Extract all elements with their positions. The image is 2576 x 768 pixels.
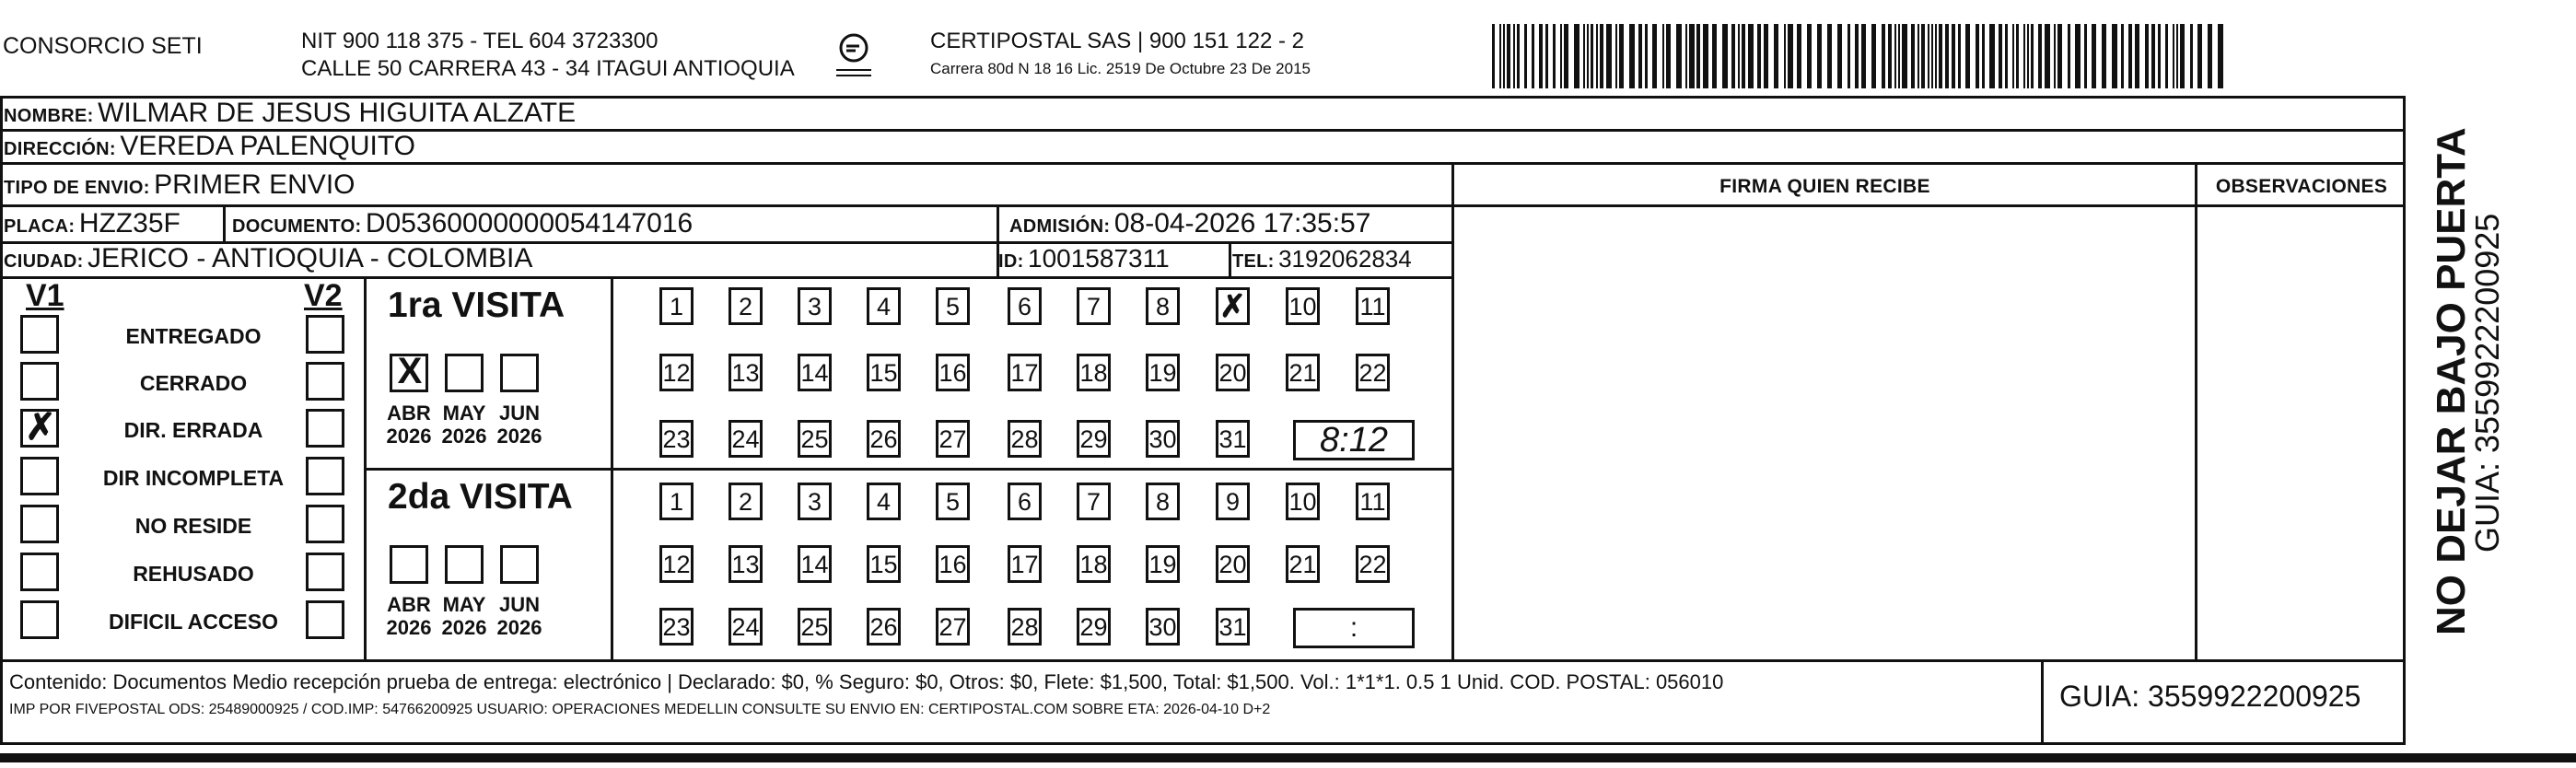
admision-value: 08-04-2026 17:35:57 bbox=[1113, 208, 1371, 239]
barcode-bar bbox=[1999, 24, 2002, 88]
barcode-bar bbox=[1902, 24, 1907, 88]
barcode-bar bbox=[1861, 24, 1866, 88]
month-name: JUN bbox=[498, 401, 540, 425]
ciudad-value: JERICO - ANTIOQUIA - COLOMBIA bbox=[87, 243, 533, 273]
visit2-day-box[interactable]: 5 bbox=[936, 483, 970, 520]
barcode-bar bbox=[1629, 24, 1635, 88]
barcode-bar bbox=[1619, 24, 1624, 88]
v1-checkbox[interactable] bbox=[20, 600, 59, 639]
visit2-day-box[interactable]: 10 bbox=[1286, 483, 1320, 520]
barcode-bar bbox=[1600, 24, 1603, 88]
barcode-bar bbox=[1774, 24, 1778, 88]
visit1-month-checkbox[interactable] bbox=[390, 351, 428, 392]
visit1-title: 1ra VISITA bbox=[388, 285, 565, 325]
visit1-day-box[interactable]: 2 bbox=[729, 287, 763, 325]
visit2-day-box[interactable]: 12 bbox=[659, 545, 694, 583]
barcode-bar bbox=[1539, 24, 1543, 88]
month-year: 2026 bbox=[441, 425, 487, 448]
direccion-value: VEREDA PALENQUITO bbox=[120, 131, 415, 161]
visit1-day-box[interactable]: 17 bbox=[1008, 354, 1042, 391]
status-label: ENTREGADO bbox=[125, 324, 262, 348]
visit2-day-box[interactable]: 15 bbox=[867, 545, 901, 583]
visit1-day-box[interactable]: 25 bbox=[798, 420, 832, 458]
barcode-bar bbox=[1757, 24, 1761, 88]
visit1-month-label bbox=[494, 401, 545, 448]
barcode-bar bbox=[1532, 24, 1534, 88]
visit2-month-checkbox[interactable] bbox=[500, 545, 539, 584]
visit2-month-label bbox=[438, 593, 490, 639]
tel-field bbox=[1232, 243, 1412, 279]
company-name: CONSORCIO SETI bbox=[3, 33, 203, 59]
barcode-bar bbox=[1583, 24, 1585, 88]
divider bbox=[223, 204, 226, 241]
barcode-bar bbox=[1817, 24, 1822, 88]
firma-header: FIRMA QUIEN RECIBE bbox=[1719, 176, 1930, 197]
visit2-day-box[interactable]: 20 bbox=[1216, 545, 1250, 583]
visit1-day-box[interactable]: 12 bbox=[659, 354, 694, 391]
barcode-bar bbox=[1503, 24, 1505, 88]
barcode-bar bbox=[2102, 24, 2106, 88]
barcode-bar bbox=[1712, 24, 1717, 88]
visit1-day-box[interactable]: 18 bbox=[1077, 354, 1111, 391]
barcode-bar bbox=[2045, 24, 2050, 88]
barcode-bar bbox=[1560, 24, 1562, 88]
barcode-bar bbox=[2158, 24, 2161, 88]
visit2-day-box[interactable]: 14 bbox=[798, 545, 832, 583]
barcode-bar bbox=[1606, 24, 1612, 88]
placa-field bbox=[4, 208, 181, 244]
visit1-month-label bbox=[438, 401, 490, 448]
status-label: DIR. ERRADA bbox=[123, 418, 263, 442]
license-line: Carrera 80d N 18 16 Lic. 2519 De Octubre 23 De 2015 bbox=[930, 60, 1311, 77]
barcode-bar bbox=[1928, 24, 1929, 88]
barcode-bar bbox=[1685, 24, 1687, 88]
visit1-month-label bbox=[383, 401, 435, 448]
barcode-bar bbox=[1837, 24, 1842, 88]
barcode-bar bbox=[1696, 24, 1700, 88]
visit2-month-checkbox[interactable] bbox=[445, 545, 484, 584]
barcode-bar bbox=[2092, 24, 2096, 88]
ciudad-field bbox=[4, 243, 532, 279]
documento-field bbox=[232, 208, 693, 244]
visit2-month-label bbox=[383, 593, 435, 639]
barcode-bar bbox=[1921, 24, 1925, 88]
v1-checkbox[interactable] bbox=[20, 315, 59, 354]
barcode-bar bbox=[1797, 24, 1801, 88]
visit1-day-box[interactable]: 19 bbox=[1146, 354, 1180, 391]
divider bbox=[2195, 162, 2197, 659]
barcode-bar bbox=[1898, 24, 1900, 88]
barcode-bar bbox=[1645, 24, 1648, 88]
visit1-day-box[interactable]: 27 bbox=[936, 420, 970, 458]
bottom-bar bbox=[0, 753, 2576, 762]
visit2-day-box[interactable]: 1 bbox=[659, 483, 694, 520]
barcode-bar bbox=[1958, 24, 1961, 88]
visit1-day-box[interactable]: 22 bbox=[1356, 354, 1390, 391]
visit2-day-box[interactable]: 27 bbox=[936, 608, 970, 646]
certipostal-info bbox=[930, 28, 1311, 83]
divider bbox=[2041, 659, 2044, 745]
barcode-bar bbox=[2176, 24, 2178, 88]
visit2-day-box[interactable]: 2 bbox=[729, 483, 763, 520]
barcode-bar bbox=[1931, 24, 1933, 88]
status-label: REHUSADO bbox=[133, 562, 254, 586]
barcode-bar bbox=[2145, 24, 2149, 88]
status-label: DIFICIL ACCESO bbox=[108, 610, 278, 634]
visit2-day-box[interactable]: 22 bbox=[1356, 545, 1390, 583]
barcode-bar bbox=[2075, 24, 2081, 88]
barcode-bar bbox=[2038, 24, 2042, 88]
barcode-bar bbox=[2023, 24, 2025, 88]
visit2-day-box[interactable]: 31 bbox=[1216, 608, 1250, 646]
v2-label: V2 bbox=[304, 278, 343, 313]
admision-field bbox=[1009, 208, 1370, 244]
visit2-day-box[interactable]: 28 bbox=[1008, 608, 1042, 646]
barcode-icon bbox=[1492, 24, 2224, 88]
visit2-day-box[interactable]: 25 bbox=[798, 608, 832, 646]
id-label: ID: bbox=[998, 251, 1024, 272]
v1-checkbox[interactable] bbox=[20, 505, 59, 543]
barcode-bar bbox=[1871, 24, 1876, 88]
barcode-bar bbox=[1965, 24, 1970, 88]
barcode-bar bbox=[1513, 24, 1515, 88]
visit1-day-box[interactable]: ✗ bbox=[1216, 287, 1250, 325]
nombre-label: NOMBRE: bbox=[4, 106, 94, 126]
visit2-day-box[interactable]: 6 bbox=[1008, 483, 1042, 520]
barcode-bar bbox=[1827, 24, 1832, 88]
barcode-bar bbox=[1784, 24, 1786, 88]
barcode-bar bbox=[1945, 24, 1949, 88]
visit2-day-box[interactable]: 7 bbox=[1077, 483, 1111, 520]
visit1-day-box[interactable]: 6 bbox=[1008, 287, 1042, 325]
month-year: 2026 bbox=[386, 425, 432, 448]
visit1-day-box[interactable]: 15 bbox=[867, 354, 901, 391]
visit2-day-box[interactable]: 4 bbox=[867, 483, 901, 520]
visit1-day-box[interactable]: 1 bbox=[659, 287, 694, 325]
month-year: 2026 bbox=[496, 616, 542, 639]
barcode-bar bbox=[2054, 24, 2056, 88]
visit1-time-box[interactable]: 8:12 bbox=[1293, 420, 1415, 460]
direccion-label: DIRECCIÓN: bbox=[4, 139, 116, 159]
barcode-bar bbox=[2057, 24, 2062, 88]
barcode-bar bbox=[1976, 24, 1979, 88]
visit2-day-box[interactable]: 21 bbox=[1286, 545, 1320, 583]
barcode-bar bbox=[1788, 24, 1793, 88]
barcode-bar bbox=[1492, 24, 1495, 88]
visit1-day-box[interactable]: 31 bbox=[1216, 420, 1250, 458]
barcode-bar bbox=[1596, 24, 1598, 88]
barcode-bar bbox=[2112, 24, 2117, 88]
barcode-bar bbox=[2027, 24, 2029, 88]
barcode-bar bbox=[1935, 24, 1937, 88]
barcode-bar bbox=[1507, 24, 1510, 88]
nombre-field bbox=[4, 98, 576, 134]
visit2-month-checkbox[interactable] bbox=[390, 545, 428, 584]
visit2-day-box[interactable]: 11 bbox=[1356, 483, 1390, 520]
barcode-bar bbox=[2121, 24, 2124, 88]
visit1-day-box[interactable]: 16 bbox=[936, 354, 970, 391]
visit2-day-box[interactable]: 29 bbox=[1077, 608, 1111, 646]
barcode-bar bbox=[2208, 24, 2212, 88]
visit1-day-box[interactable]: 24 bbox=[729, 420, 763, 458]
direccion-field bbox=[4, 131, 415, 167]
visit2-day-box[interactable]: 18 bbox=[1077, 545, 1111, 583]
barcode-bar bbox=[1638, 24, 1642, 88]
barcode-bar bbox=[2128, 24, 2132, 88]
barcode-bar bbox=[2068, 24, 2070, 88]
visit1-day-box[interactable]: 20 bbox=[1216, 354, 1250, 391]
visit1-day-box[interactable]: 26 bbox=[867, 420, 901, 458]
divider bbox=[364, 276, 367, 659]
side-guia: GUIA: 3559922200925 bbox=[2468, 213, 2506, 553]
barcode-bar bbox=[1499, 24, 1501, 88]
month-year: 2026 bbox=[496, 425, 542, 448]
visit1-day-box[interactable]: 23 bbox=[659, 420, 694, 458]
visit2-day-box[interactable]: 3 bbox=[798, 483, 832, 520]
v1-check-mark: ✗ bbox=[25, 407, 56, 448]
barcode-bar bbox=[2016, 24, 2019, 88]
barcode-bar bbox=[2012, 24, 2014, 88]
barcode-bar bbox=[2084, 24, 2087, 88]
month-check-mark: X bbox=[397, 351, 423, 391]
status-label: DIR INCOMPLETA bbox=[102, 466, 285, 490]
barcode-bar bbox=[1888, 24, 1892, 88]
visit1-month-checkbox[interactable] bbox=[445, 354, 484, 392]
divider bbox=[611, 276, 613, 659]
barcode-bar bbox=[2031, 24, 2034, 88]
tipo-envio-value: PRIMER ENVIO bbox=[154, 169, 356, 200]
barcode-bar bbox=[2005, 24, 2008, 88]
tel-value: 3192062834 bbox=[1278, 245, 1412, 273]
divider bbox=[0, 659, 2406, 662]
v1-checkbox[interactable] bbox=[20, 409, 59, 448]
visit1-day-box[interactable]: 5 bbox=[936, 287, 970, 325]
status-label: CERRADO bbox=[139, 371, 248, 395]
barcode-bar bbox=[1574, 24, 1579, 88]
barcode-bar bbox=[1703, 24, 1708, 88]
barcode-bar bbox=[1676, 24, 1682, 88]
observaciones-header: OBSERVACIONES bbox=[2215, 176, 2388, 197]
tipo-envio-field bbox=[4, 169, 356, 205]
visit2-month-label bbox=[494, 593, 545, 639]
side-warning: NO DEJAR BAJO PUERTA bbox=[2429, 127, 2474, 635]
visit2-day-box[interactable]: 30 bbox=[1146, 608, 1180, 646]
footer-print-info: IMP POR FIVEPOSTAL ODS: 25489000925 / COD.IMP: 54766200925 USUARIO: OPERACIONES MEDELLIN CONSULTE SU ENVIO EN: CERTIPOSTAL.COM SOBRE ETA: 2026-04-10 D+2 bbox=[9, 702, 1271, 717]
v1-label: V1 bbox=[26, 278, 64, 313]
barcode-bar bbox=[1742, 24, 1745, 88]
tipo-envio-label: TIPO DE ENVIO: bbox=[4, 178, 150, 198]
placa-label: PLACA: bbox=[4, 216, 76, 237]
visit1-day-box[interactable]: 8 bbox=[1146, 287, 1180, 325]
barcode-bar bbox=[1939, 24, 1942, 88]
barcode-bar bbox=[2197, 24, 2202, 88]
address-line: CALLE 50 CARRERA 43 - 34 ITAGUI ANTIOQUIA bbox=[301, 56, 795, 81]
month-year: 2026 bbox=[441, 616, 487, 639]
barcode-bar bbox=[1911, 24, 1915, 88]
visit1-day-box[interactable]: 10 bbox=[1286, 287, 1320, 325]
visit1-day-box[interactable]: 11 bbox=[1356, 287, 1390, 325]
certipostal-logo-icon bbox=[833, 29, 875, 83]
divider bbox=[364, 468, 1453, 471]
id-value: 1001587311 bbox=[1028, 244, 1170, 273]
barcode-bar bbox=[1615, 24, 1617, 88]
visit1-month-checkbox[interactable] bbox=[500, 354, 539, 392]
visit2-day-box[interactable]: 9 bbox=[1216, 483, 1250, 520]
visit2-day-box[interactable]: 17 bbox=[1008, 545, 1042, 583]
tel-label: TEL: bbox=[1232, 251, 1275, 272]
barcode-bar bbox=[2165, 24, 2168, 88]
visit2-day-box[interactable]: 13 bbox=[729, 545, 763, 583]
visit2-day-box[interactable]: 8 bbox=[1146, 483, 1180, 520]
barcode-bar bbox=[1882, 24, 1885, 88]
visit2-day-box[interactable]: 24 bbox=[729, 608, 763, 646]
barcode-bar bbox=[1847, 24, 1850, 88]
documento-value: D05360000000054147016 bbox=[365, 208, 694, 239]
month-year: 2026 bbox=[386, 616, 432, 639]
barcode-bar bbox=[1666, 24, 1671, 88]
visit1-day-box[interactable]: 30 bbox=[1146, 420, 1180, 458]
barcode-bar bbox=[2190, 24, 2193, 88]
admision-label: ADMISIÓN: bbox=[1009, 216, 1111, 237]
barcode-bar bbox=[1982, 24, 1985, 88]
barcode-bar bbox=[1689, 24, 1695, 88]
month-name: ABR bbox=[387, 593, 431, 616]
barcode-bar bbox=[1989, 24, 1995, 88]
visit1-day-box[interactable]: 14 bbox=[798, 354, 832, 391]
barcode-bar bbox=[1738, 24, 1740, 88]
divider bbox=[1451, 162, 1454, 659]
barcode-bar bbox=[2135, 24, 2139, 88]
barcode-bar bbox=[1894, 24, 1896, 88]
v1-checkbox[interactable] bbox=[20, 457, 59, 495]
ciudad-label: CIUDAD: bbox=[4, 251, 84, 272]
barcode-bar bbox=[1807, 24, 1812, 88]
visit2-day-box[interactable]: 19 bbox=[1146, 545, 1180, 583]
barcode-bar bbox=[1917, 24, 1919, 88]
barcode-bar bbox=[1764, 24, 1768, 88]
documento-label: DOCUMENTO: bbox=[232, 216, 362, 237]
visit2-day-box[interactable]: 16 bbox=[936, 545, 970, 583]
visit1-day-box[interactable]: 4 bbox=[867, 287, 901, 325]
month-name: MAY bbox=[442, 593, 486, 616]
barcode-bar bbox=[2218, 24, 2223, 88]
barcode-bar bbox=[2173, 24, 2174, 88]
v1-checkbox[interactable] bbox=[20, 553, 59, 591]
barcode-bar bbox=[1652, 24, 1657, 88]
placa-value: HZZ35F bbox=[78, 208, 181, 239]
divider bbox=[0, 204, 2406, 207]
id-field bbox=[998, 243, 1170, 279]
barcode-bar bbox=[2180, 24, 2185, 88]
barcode-bar bbox=[1855, 24, 1859, 88]
visit1-day-box[interactable]: 21 bbox=[1286, 354, 1320, 391]
month-name: ABR bbox=[387, 401, 431, 425]
footer-guia: GUIA: 3559922200925 bbox=[2059, 680, 2361, 713]
visit2-title: 2da VISITA bbox=[388, 477, 573, 517]
barcode-bar bbox=[1517, 24, 1520, 88]
visit2-day-box[interactable]: 23 bbox=[659, 608, 694, 646]
barcode-bar bbox=[1564, 24, 1568, 88]
footer-content: Contenido: Documentos Medio recepción prueba de entrega: electrónico | Declarado: $0, % Seguro: $0, Otros: $0, Flete: $1,500, Total: $1,500. Vol.: 1*1*1. 0.5 1 Unid. COD. POSTAL: 056010 bbox=[9, 670, 1724, 693]
v1-checkbox[interactable] bbox=[20, 362, 59, 401]
barcode-bar bbox=[1662, 24, 1664, 88]
barcode-bar bbox=[1545, 24, 1548, 88]
barcode-bar bbox=[2151, 24, 2155, 88]
company-info bbox=[301, 28, 795, 83]
barcode-bar bbox=[1553, 24, 1556, 88]
visit1-day-box[interactable]: 3 bbox=[798, 287, 832, 325]
barcode-bar bbox=[1748, 24, 1754, 88]
visit2-day-box[interactable]: 26 bbox=[867, 608, 901, 646]
nit-line: NIT 900 118 375 - TEL 604 3723300 bbox=[301, 29, 659, 53]
visit2-time-box[interactable]: : bbox=[1293, 608, 1415, 648]
barcode-bar bbox=[1952, 24, 1955, 88]
month-name: JUN bbox=[498, 593, 540, 616]
barcode-bar bbox=[1591, 24, 1593, 88]
nombre-value: WILMAR DE JESUS HIGUITA ALZATE bbox=[98, 98, 577, 128]
barcode-bar bbox=[1587, 24, 1589, 88]
visit1-day-box[interactable]: 28 bbox=[1008, 420, 1042, 458]
visit1-day-box[interactable]: 7 bbox=[1077, 287, 1111, 325]
visit1-day-box[interactable]: 13 bbox=[729, 354, 763, 391]
barcode-bar bbox=[1524, 24, 1527, 88]
month-name: MAY bbox=[442, 401, 486, 425]
visit1-day-box[interactable]: 29 bbox=[1077, 420, 1111, 458]
cert-line: CERTIPOSTAL SAS | 900 151 122 - 2 bbox=[930, 29, 1304, 53]
barcode-bar bbox=[1731, 24, 1735, 88]
divider bbox=[1229, 241, 1231, 276]
status-label: NO RESIDE bbox=[134, 514, 252, 538]
barcode-bar bbox=[1722, 24, 1728, 88]
